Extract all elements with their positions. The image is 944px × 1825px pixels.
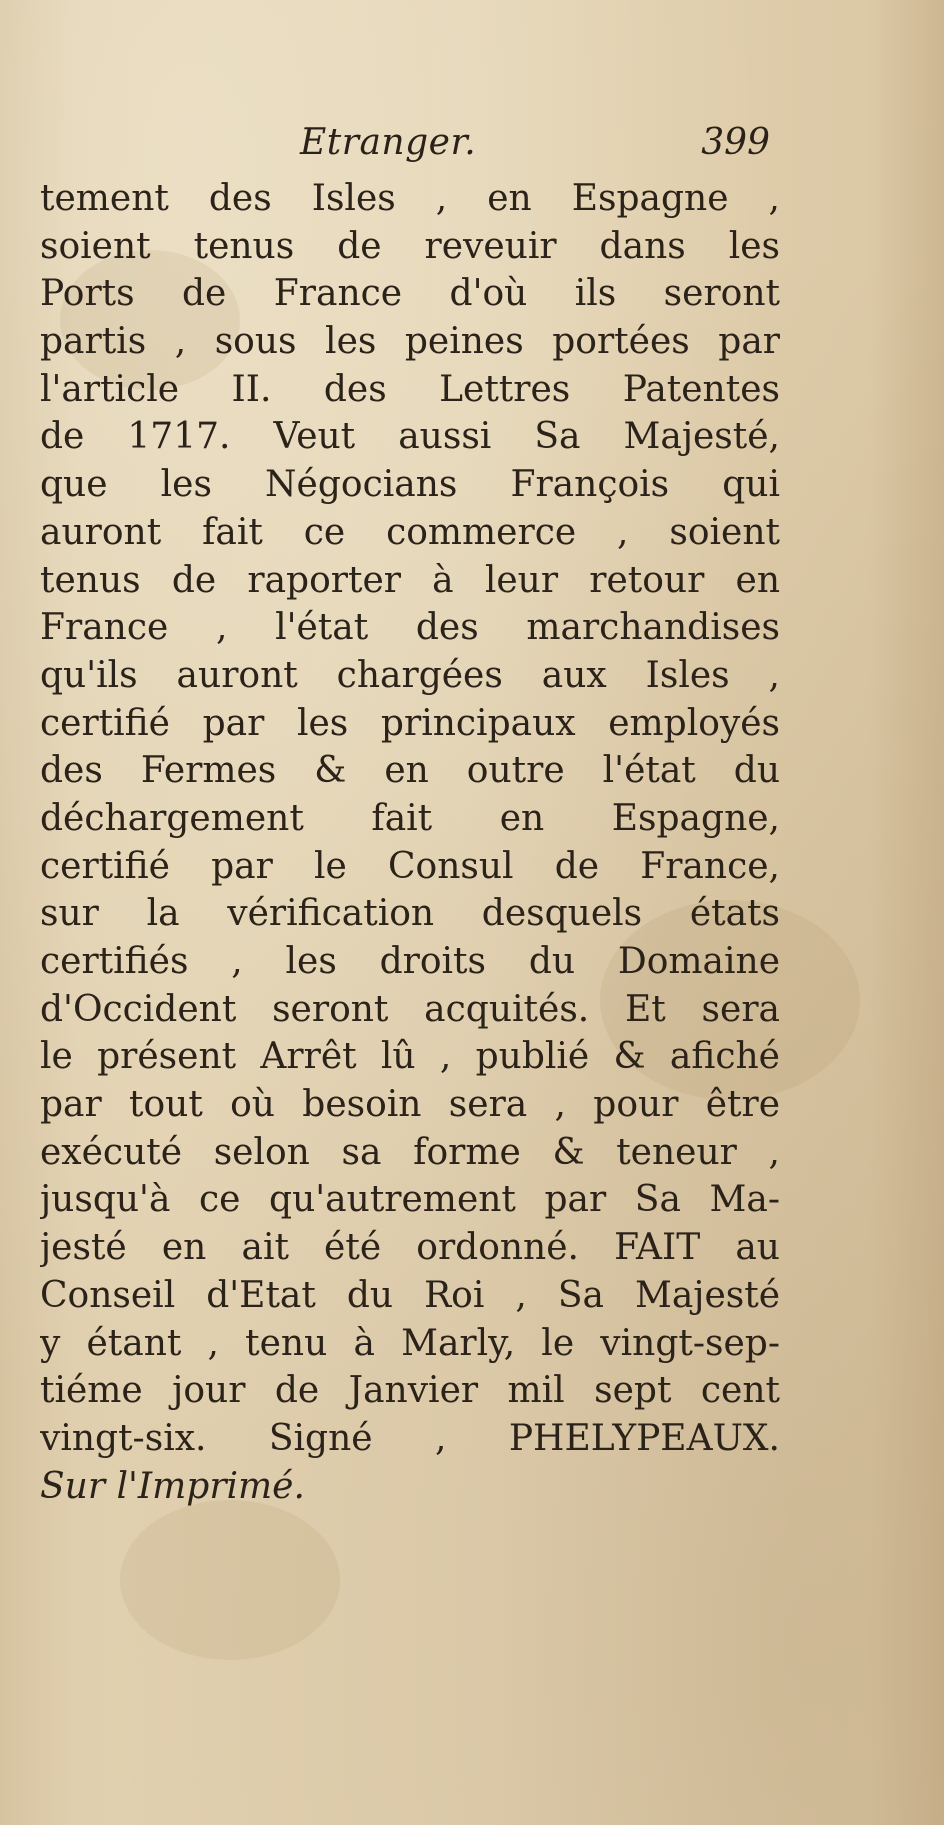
text-line: France , l'état des marchandises <box>40 607 780 649</box>
text-line: le présent Arrêt lû , publié & afiché <box>40 1036 780 1078</box>
body-text <box>40 175 780 1510</box>
page-header <box>300 122 770 170</box>
page-number: 399 <box>701 122 770 163</box>
text-line: qu'ils auront chargées aux Isles , <box>40 654 780 696</box>
text-line: sur la vérification desquels états <box>40 893 780 935</box>
text-line: tiéme jour de Janvier mil sept cent <box>40 1370 780 1412</box>
text-line: tenus de raporter à leur retour en <box>40 559 780 601</box>
text-line: que les Négocians François qui <box>40 464 780 506</box>
text-line: auront fait ce commerce , soient <box>40 511 780 553</box>
text-line: Ports de France d'où ils seront <box>40 273 780 315</box>
paper-stain <box>120 1500 340 1660</box>
text-line: déchargement fait en Espagne, <box>40 797 780 839</box>
running-title: Etranger. <box>300 122 477 163</box>
text-line: vingt-six. Signé , PHELYPEAUX. <box>40 1417 780 1459</box>
text-line: y étant , tenu à Marly, le vingt-sep- <box>40 1322 780 1364</box>
text-line: l'article II. des Lettres Patentes <box>40 368 780 410</box>
text-line: tement des Isles , en Espagne , <box>40 178 780 219</box>
text-line: d'Occident seront acquités. Et sera <box>40 988 780 1030</box>
text-line: exécuté selon sa forme & teneur , <box>40 1131 780 1173</box>
text-line: de 1717. Veut aussi Sa Majesté, <box>40 416 780 458</box>
text-line: certifié par les principaux employés <box>40 702 780 744</box>
text-line-imprint: Sur l'Imprimé. <box>40 1465 305 1507</box>
text-line: partis , sous les peines portées par <box>40 321 780 363</box>
text-line: soient tenus de reveuir dans les <box>40 225 780 267</box>
text-line: des Fermes & en outre l'état du <box>40 750 780 792</box>
text-line: Conseil d'Etat du Roi , Sa Majesté <box>40 1274 780 1316</box>
text-line: par tout où besoin sera , pour être <box>40 1084 780 1126</box>
text-line: jusqu'à ce qu'autrement par Sa Ma- <box>40 1179 780 1221</box>
text-line: certifiés , les droits du Domaine <box>40 941 780 982</box>
text-line: certifié par le Consul de France, <box>40 845 780 887</box>
text-line: jesté en ait été ordonné. FAIT au <box>40 1227 780 1269</box>
